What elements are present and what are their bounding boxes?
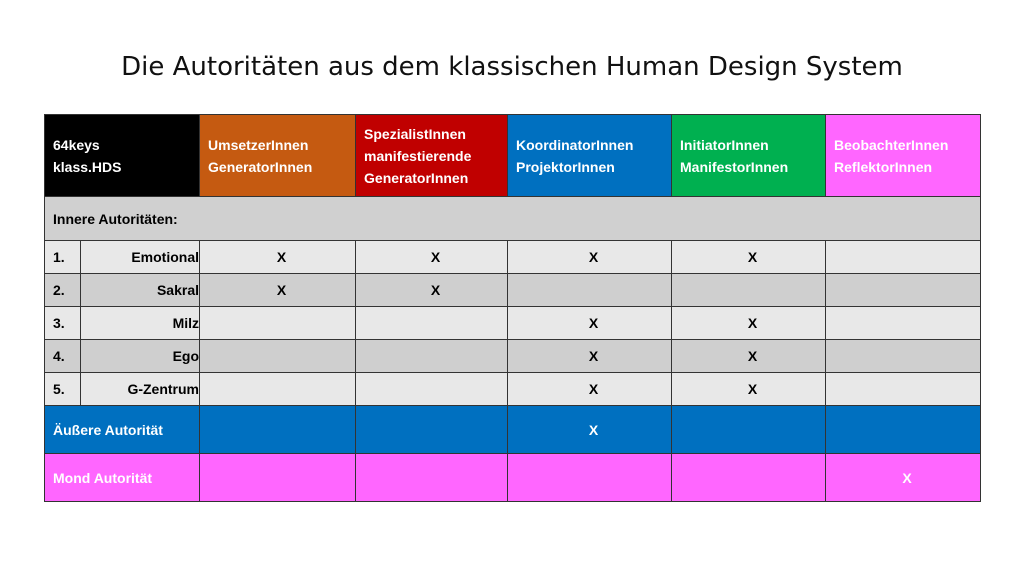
corner-line-1: 64keys — [53, 136, 100, 153]
outer-authority-row — [45, 406, 981, 454]
table-row — [45, 373, 981, 406]
mark-cell: X — [672, 373, 826, 406]
header-col-beobachter-line1: BeobachterInnen — [834, 136, 949, 153]
mark-cell: X — [508, 340, 672, 373]
mark-cell — [200, 406, 356, 454]
mark-cell — [508, 274, 672, 307]
mark-cell — [826, 373, 981, 406]
mark-cell — [356, 373, 508, 406]
header-col-initiator — [672, 115, 826, 197]
table-row — [45, 241, 981, 274]
row-name: Sakral — [81, 274, 200, 307]
header-col-koordinator-line1: KoordinatorInnen — [516, 136, 634, 153]
header-col-spezialist — [356, 115, 508, 197]
row-number: 1. — [45, 241, 81, 274]
mark-cell — [826, 307, 981, 340]
header-col-spezialist-line1: SpezialistInnen — [364, 125, 466, 142]
mark-cell — [672, 406, 826, 454]
header-corner-cell — [45, 115, 200, 197]
mark-cell — [356, 406, 508, 454]
moon-authority-label: Mond Autorität — [45, 454, 200, 502]
row-name: Milz — [81, 307, 200, 340]
page-title: Die Autoritäten aus dem klassischen Human Design System — [121, 52, 903, 82]
outer-authority-label: Äußere Autorität — [45, 406, 200, 454]
mark-cell — [356, 454, 508, 502]
mark-cell — [200, 340, 356, 373]
row-number: 5. — [45, 373, 81, 406]
mark-cell — [356, 340, 508, 373]
row-number: 2. — [45, 274, 81, 307]
mark-cell — [826, 241, 981, 274]
header-row — [45, 115, 981, 197]
row-name: Ego — [81, 340, 200, 373]
header-col-koordinator-line2: ProjektorInnen — [516, 158, 615, 175]
section-inner-label: Innere Autoritäten: — [45, 197, 981, 241]
header-col-initiator-line2: ManifestorInnen — [680, 158, 789, 175]
mark-cell — [200, 454, 356, 502]
mark-cell: X — [508, 307, 672, 340]
mark-cell — [200, 307, 356, 340]
mark-cell: X — [672, 307, 826, 340]
row-number: 4. — [45, 340, 81, 373]
mark-cell: X — [672, 241, 826, 274]
mark-cell — [826, 340, 981, 373]
header-col-koordinator — [508, 115, 672, 197]
row-number: 3. — [45, 307, 81, 340]
header-col-spezialist-line2: manifestierende — [364, 147, 472, 164]
mark-cell: X — [508, 373, 672, 406]
mark-cell: X — [356, 241, 508, 274]
mark-cell — [826, 274, 981, 307]
table-row — [45, 274, 981, 307]
mark-cell: X — [826, 454, 981, 502]
corner-line-2: klass.HDS — [53, 158, 122, 175]
mark-cell — [672, 274, 826, 307]
header-col-initiator-line1: InitiatorInnen — [680, 136, 769, 153]
table-row — [45, 307, 981, 340]
mark-cell: X — [356, 274, 508, 307]
mark-cell: X — [200, 274, 356, 307]
authorities-table — [44, 114, 981, 502]
section-inner-row — [45, 197, 981, 241]
mark-cell — [672, 454, 826, 502]
header-col-beobachter — [826, 115, 981, 197]
header-col-umsetzer-line1: UmsetzerInnen — [208, 136, 309, 153]
row-name: G-Zentrum — [81, 373, 200, 406]
header-col-umsetzer — [200, 115, 356, 197]
mark-cell: X — [200, 241, 356, 274]
mark-cell: X — [508, 241, 672, 274]
mark-cell — [356, 307, 508, 340]
mark-cell: X — [508, 406, 672, 454]
mark-cell — [200, 373, 356, 406]
moon-authority-row — [45, 454, 981, 502]
header-col-beobachter-line2: ReflektorInnen — [834, 158, 933, 175]
row-name: Emotional — [81, 241, 200, 274]
header-col-umsetzer-line2: GeneratorInnen — [208, 158, 313, 175]
header-col-spezialist-line3: GeneratorInnen — [364, 169, 469, 186]
mark-cell — [826, 406, 981, 454]
mark-cell: X — [672, 340, 826, 373]
table-row — [45, 340, 981, 373]
mark-cell — [508, 454, 672, 502]
